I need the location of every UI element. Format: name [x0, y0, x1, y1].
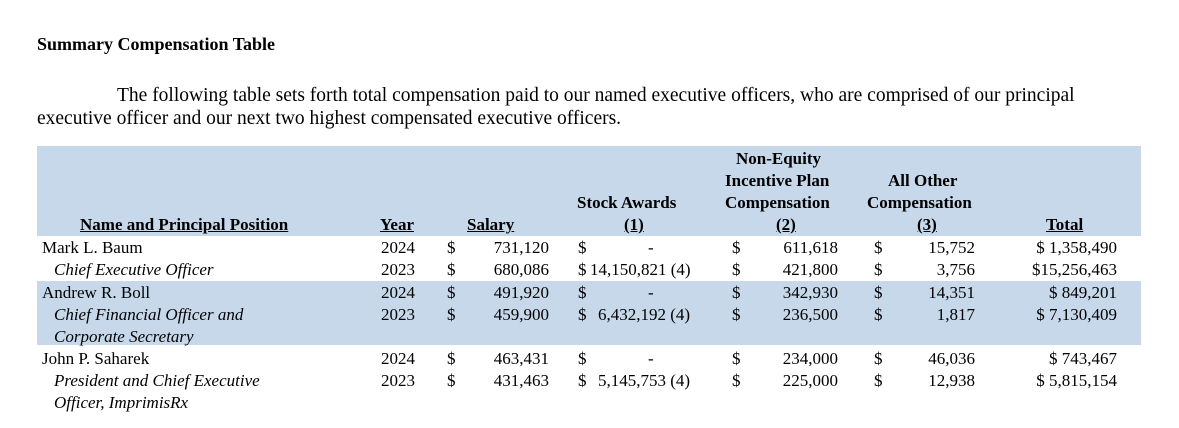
row-other: 46,036	[928, 349, 975, 368]
row-year: 2023	[381, 305, 415, 324]
row-salary: 491,920	[493, 283, 549, 302]
row-total: $15,256,463	[1032, 260, 1117, 279]
row-salary: 463,431	[493, 349, 549, 368]
row-nei: 236,500	[782, 305, 838, 324]
col-header-salary: Salary	[467, 215, 515, 234]
row-stock-symbol: $	[578, 238, 587, 257]
row-other-symbol: $	[874, 238, 883, 257]
row-other: 3,756	[936, 260, 975, 279]
row-salary: 731,120	[493, 238, 549, 257]
row-nei: 611,618	[783, 238, 838, 257]
row-salary-symbol: $	[447, 349, 456, 368]
col-header-nei-3: Compensation	[725, 193, 830, 212]
row-nei-symbol: $	[732, 260, 741, 279]
row-nei: 421,800	[782, 260, 838, 279]
row-nei: 342,930	[782, 283, 838, 302]
row-other-symbol: $	[874, 305, 883, 324]
row-total: $ 7,130,409	[1036, 305, 1117, 324]
row-salary-symbol: $	[447, 283, 456, 302]
row-salary-symbol: $	[447, 305, 456, 324]
row-other-symbol: $	[874, 283, 883, 302]
col-header-stock-2: (1)	[624, 215, 644, 234]
exec-title: Chief Executive Officer	[54, 260, 214, 279]
row-stock: -	[648, 283, 654, 302]
exec-title-cont: Corporate Secretary	[54, 327, 194, 346]
exec-name: John P. Saharek	[42, 349, 150, 368]
col-header-other-2: Compensation	[867, 193, 972, 212]
row-stock: 5,145,753 (4)	[598, 371, 691, 390]
row-nei: 225,000	[782, 371, 838, 390]
row-total: $ 1,358,490	[1036, 238, 1117, 257]
row-other: 12,938	[928, 371, 975, 390]
exec-name: Mark L. Baum	[42, 238, 143, 257]
exec-name: Andrew R. Boll	[42, 283, 151, 302]
row-stock-symbol: $	[578, 283, 587, 302]
row-year: 2023	[381, 260, 415, 279]
page-heading: Summary Compensation Table	[37, 34, 276, 54]
row-stock: -	[648, 238, 654, 257]
row-nei-symbol: $	[732, 238, 741, 257]
row-nei: 234,000	[782, 349, 838, 368]
row-nei-symbol: $	[732, 305, 741, 324]
row-year: 2024	[381, 283, 415, 302]
row-year: 2024	[381, 238, 415, 257]
exec-title-cont: Officer, ImprimisRx	[54, 393, 189, 412]
row-salary-symbol: $	[447, 238, 456, 257]
row-other-symbol: $	[874, 349, 883, 368]
row-nei-symbol: $	[732, 349, 741, 368]
row-salary: 680,086	[493, 260, 549, 279]
row-stock: 14,150,821 (4)	[590, 260, 691, 279]
col-header-nei-4: (2)	[776, 215, 796, 234]
row-nei-symbol: $	[732, 371, 741, 390]
exec-title: President and Chief Executive	[54, 371, 260, 390]
col-header-other-3: (3)	[917, 215, 937, 234]
row-total: $ 849,201	[1049, 283, 1117, 302]
row-salary-symbol: $	[447, 260, 456, 279]
col-header-other-1: All Other	[888, 171, 958, 190]
row-other: 1,817	[936, 305, 975, 324]
intro-paragraph: The following table sets forth total compensation paid to our named executive officers, who are comprised of our principal executive officer and our next two highest compensated executive officers.	[37, 85, 1075, 129]
row-stock-symbol: $	[578, 349, 587, 368]
col-header-nei-2: Incentive Plan	[725, 171, 830, 190]
col-header-nei-1: Non-Equity	[736, 149, 822, 168]
col-header-year: Year	[380, 215, 414, 234]
col-header-total: Total	[1046, 215, 1084, 234]
row-salary: 431,463	[493, 371, 549, 390]
row-other-symbol: $	[874, 260, 883, 279]
row-total: $ 5,815,154	[1036, 371, 1117, 390]
row-total: $ 743,467	[1049, 349, 1117, 368]
row-stock: -	[648, 349, 654, 368]
row-salary-symbol: $	[447, 371, 456, 390]
row-year: 2023	[381, 371, 415, 390]
col-header-stock-1: Stock Awards	[577, 193, 677, 212]
row-other: 15,752	[928, 238, 975, 257]
row-stock: 6,432,192 (4)	[598, 305, 691, 324]
row-salary: 459,900	[493, 305, 549, 324]
row-nei-symbol: $	[732, 283, 741, 302]
row-stock-symbol: $	[578, 260, 587, 279]
row-other-symbol: $	[874, 371, 883, 390]
row-year: 2024	[381, 349, 415, 368]
row-stock-symbol: $	[578, 305, 587, 324]
row-other: 14,351	[928, 283, 975, 302]
row-stock-symbol: $	[578, 371, 587, 390]
exec-title: Chief Financial Officer and	[54, 305, 244, 324]
col-header-name: Name and Principal Position	[80, 215, 289, 234]
